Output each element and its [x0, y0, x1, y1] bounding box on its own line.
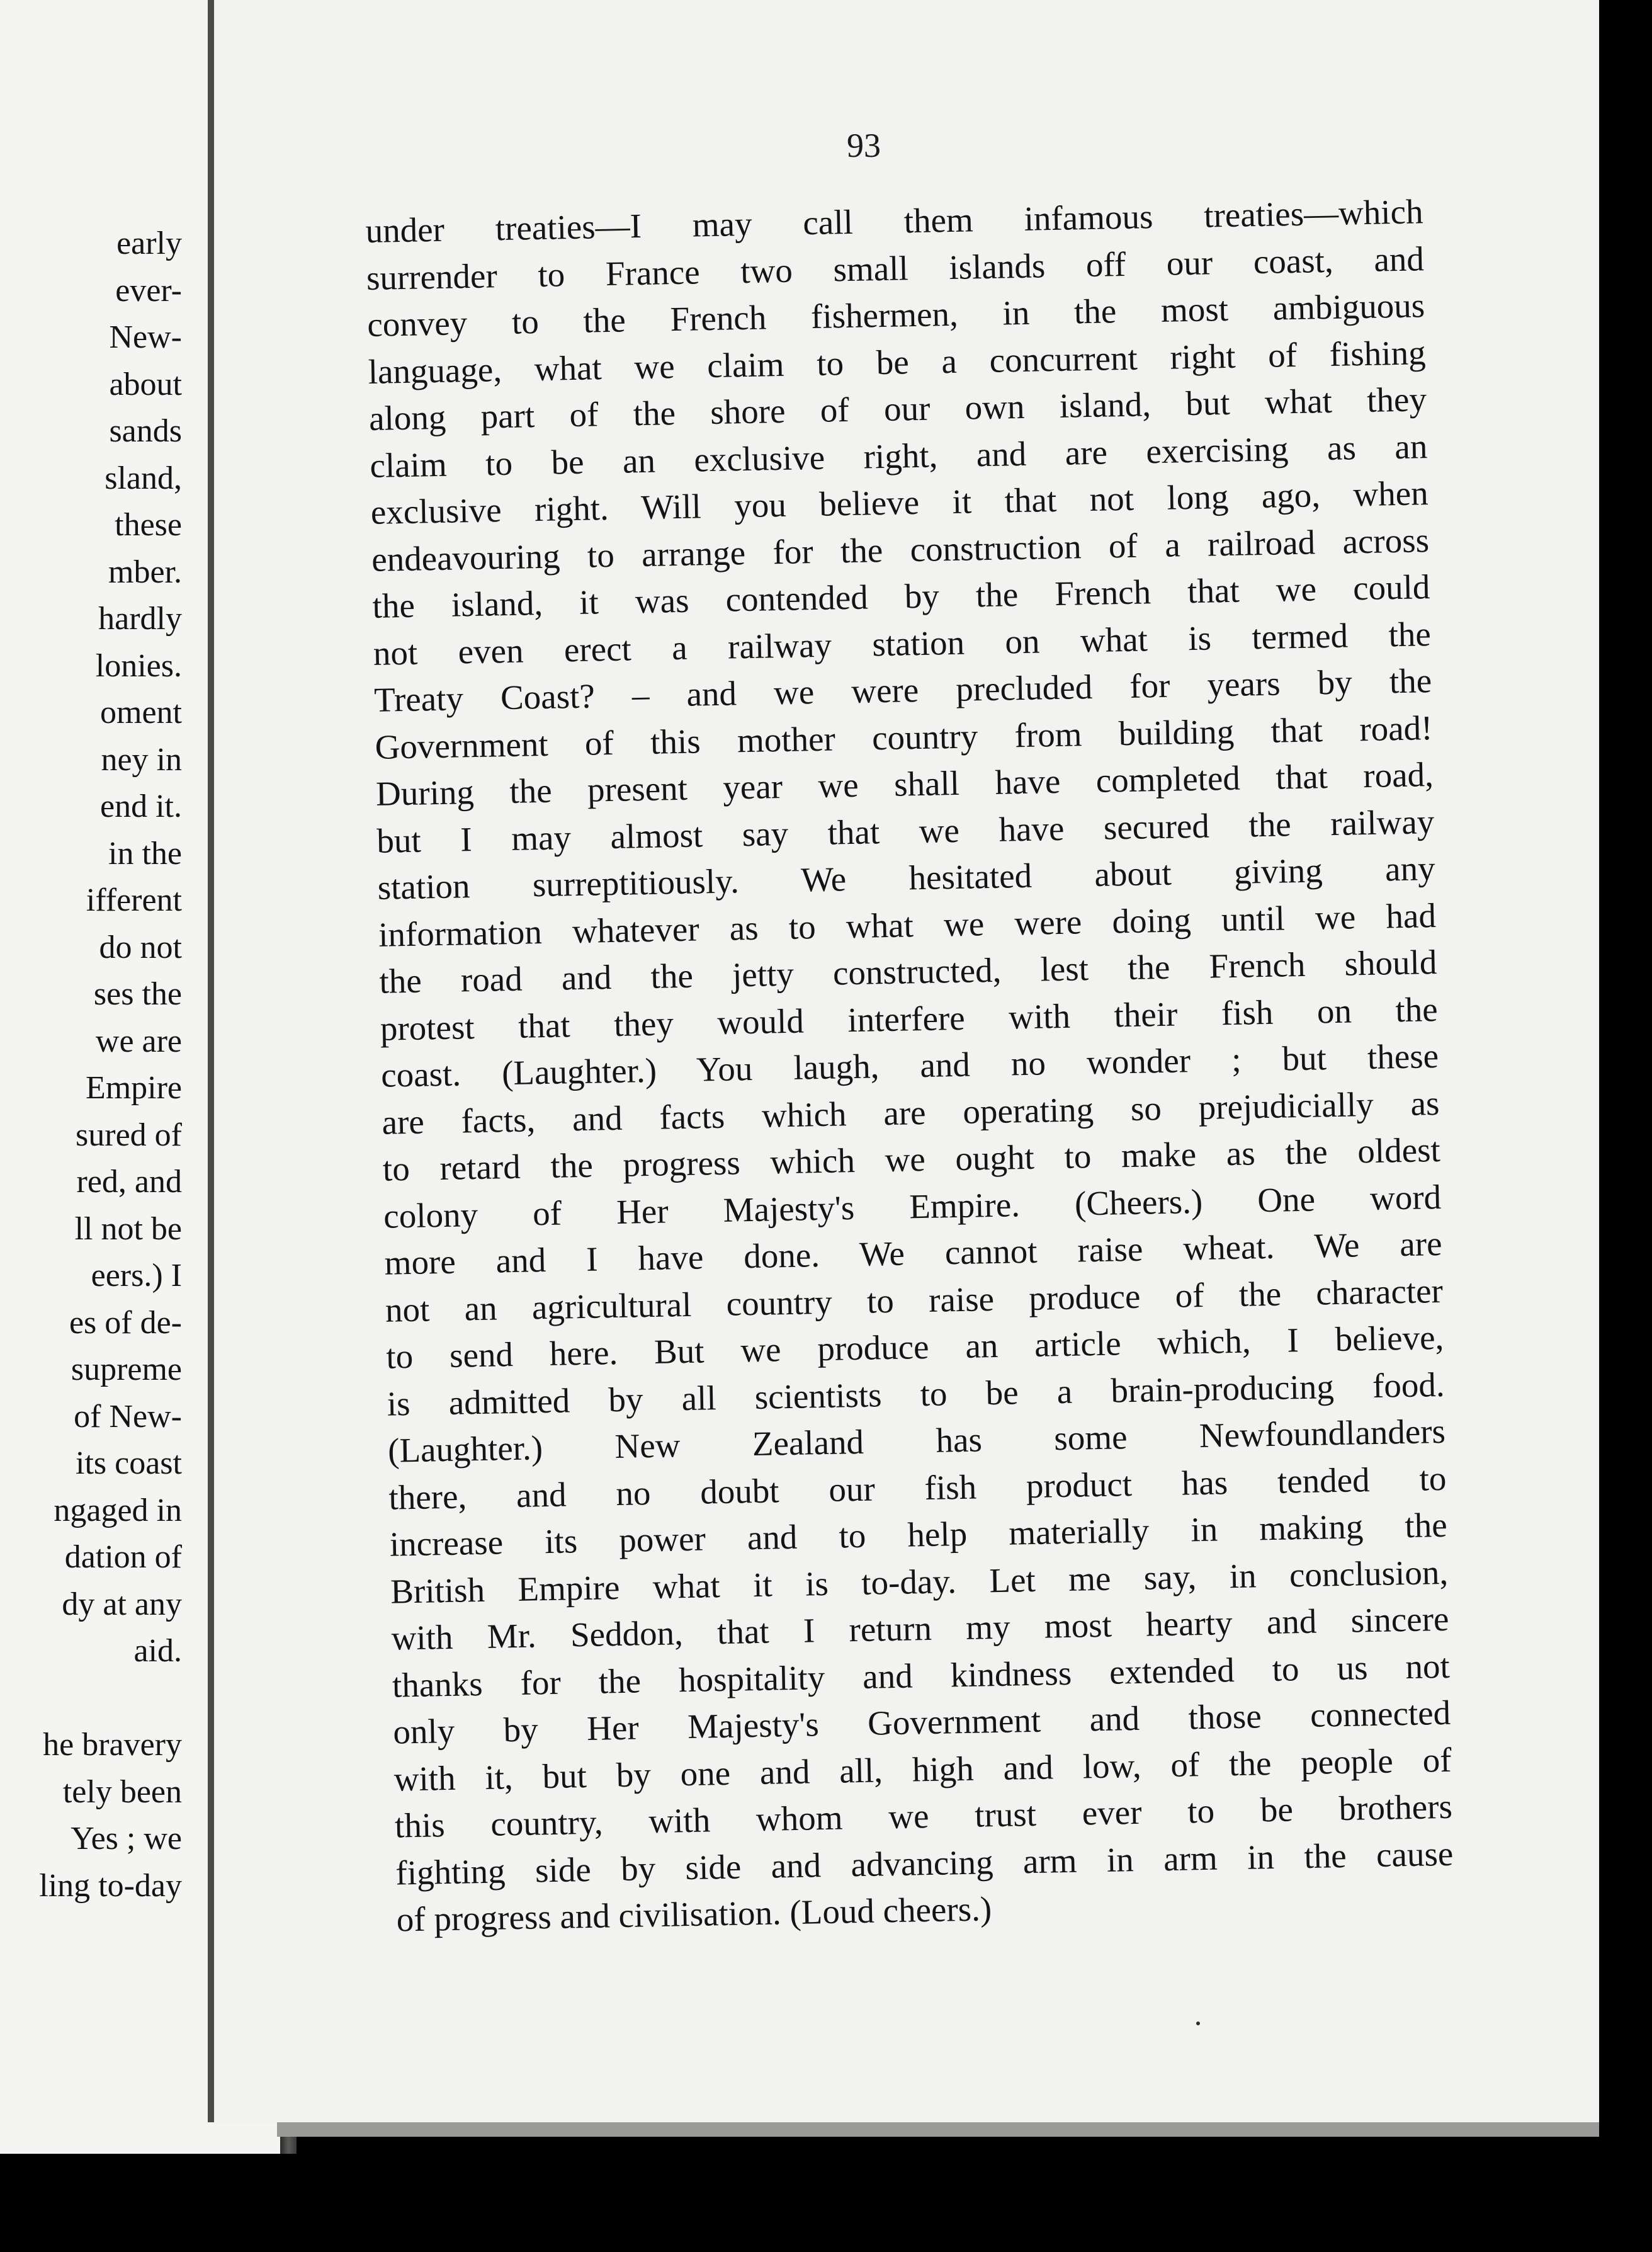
- text-line: this country, with whom we trust ever to be brothers: [394, 1787, 1453, 1845]
- left-line: ses the: [93, 976, 182, 1012]
- text-line: language, what we claim to be a concurrent right of fishing: [368, 333, 1427, 391]
- left-line: hardly: [98, 601, 182, 637]
- text-line: increase its power and to help materially in making the: [389, 1505, 1448, 1564]
- text-line: fighting side by side and advancing arm in arm in the cause: [395, 1834, 1454, 1892]
- text-line: only by Her Majesty's Government and those connected: [392, 1693, 1451, 1751]
- left-line: early: [116, 225, 182, 261]
- left-line: about: [109, 366, 182, 402]
- page-body-text: [365, 188, 1454, 1943]
- left-line: do not: [99, 929, 182, 965]
- left-line: sands: [109, 413, 182, 449]
- text-line: the road and the jetty constructed, lest the French should: [378, 943, 1437, 1001]
- text-line: colony of Her Majesty's Empire. (Cheers.) One word: [383, 1177, 1442, 1236]
- left-line: es of de-: [69, 1304, 182, 1341]
- text-line: not an agricultural country to raise produce of the character: [385, 1271, 1444, 1329]
- left-line: New-: [109, 319, 182, 355]
- left-line: oment: [100, 695, 182, 731]
- left-line: ney in: [101, 741, 182, 778]
- text-line: station surreptitiously. We hesitated about giving any: [377, 849, 1436, 907]
- left-line: end it.: [100, 788, 182, 824]
- left-line: sured of: [76, 1117, 182, 1153]
- left-line: Yes ; we: [71, 1821, 182, 1857]
- text-line: of progress and civilisation. (Loud cheers.): [396, 1889, 992, 1939]
- text-line: endeavouring to arrange for the construction of a railroad across: [371, 520, 1430, 579]
- left-line: aid.: [133, 1633, 182, 1669]
- left-line: ifferent: [86, 882, 182, 918]
- left-line: we are: [95, 1023, 182, 1059]
- left-line: tely been: [62, 1773, 182, 1810]
- text-line: British Empire what it is to-day. Let me say, in conclusion,: [390, 1552, 1449, 1611]
- text-line: are facts, and facts which are operating so prejudicially as: [382, 1083, 1440, 1142]
- text-line: with Mr. Seddon, that I return my most hearty and sincere: [391, 1599, 1449, 1658]
- text-line: Treaty Coast? – and we were precluded for years by the: [373, 661, 1432, 719]
- left-line: lonies.: [95, 647, 182, 684]
- text-line: more and I have done. We cannot raise wheat. We are: [384, 1224, 1442, 1282]
- left-line: dation of: [64, 1539, 182, 1575]
- left-line: ll not be: [74, 1210, 182, 1247]
- left-line: in the: [108, 835, 182, 872]
- left-line: red, and: [76, 1164, 182, 1200]
- left-line: he bravery: [43, 1727, 182, 1763]
- text-line: with it, but by one and all, high and low, of the people of: [393, 1740, 1452, 1799]
- text-line: to send here. But we produce an article which, I believe,: [385, 1317, 1444, 1376]
- text-line: exclusive right. Will you believe it that not long ago, when: [370, 474, 1429, 532]
- left-line: of New-: [74, 1398, 182, 1435]
- left-page-text-fragments: [39, 220, 182, 1909]
- left-line: supreme: [71, 1351, 182, 1387]
- text-line: surrender to France two small islands off our coast, and: [366, 239, 1425, 297]
- text-line: there, and no doubt our fish product has tended to: [388, 1459, 1447, 1517]
- text-line: under treaties—I may call them infamous treaties—which: [365, 192, 1423, 250]
- left-line: these: [115, 507, 182, 543]
- text-line: claim to be an exclusive right, and are exercising as an: [369, 426, 1428, 485]
- text-line: protest that they would interfere with their fish on the: [380, 989, 1439, 1048]
- text-line: During the present year we shall have completed that road,: [375, 755, 1434, 813]
- text-line: Government of this mother country from building that road!: [375, 708, 1433, 766]
- left-line: its coast: [76, 1445, 182, 1481]
- text-line: convey to the French fishermen, in the most ambiguous: [366, 286, 1425, 344]
- text-line: is admitted by all scientists to be a brain-producing food.: [387, 1365, 1445, 1423]
- right-page: [208, 0, 1599, 2122]
- left-line: ngaged in: [54, 1492, 182, 1528]
- text-line: the island, it was contended by the French that we could: [372, 567, 1430, 625]
- left-line: [39, 1675, 182, 1722]
- dust-speck: [1196, 2022, 1200, 2025]
- text-line: thanks for the hospitality and kindness extended to us not: [392, 1646, 1451, 1705]
- text-line: along part of the shore of our own island, but what they: [368, 380, 1427, 438]
- left-line: Empire: [85, 1070, 182, 1106]
- left-line: mber.: [108, 554, 182, 590]
- left-line: sland,: [105, 460, 182, 496]
- left-line: ling to-day: [39, 1867, 182, 1904]
- left-line: dy at any: [62, 1586, 182, 1622]
- text-line: not even erect a railway station on what is termed the: [373, 614, 1432, 673]
- text-line: coast. (Laughter.) You laugh, and no wonder ; but these: [380, 1036, 1439, 1095]
- text-line: to retard the progress which we ought to make as the oldest: [382, 1130, 1441, 1188]
- text-line: (Laughter.) New Zealand has some Newfoundlanders: [387, 1411, 1446, 1470]
- left-line: ever-: [115, 272, 182, 309]
- text-line: but I may almost say that we have secured the railway: [376, 802, 1435, 860]
- page-number: 93: [847, 127, 881, 164]
- left-line: eers.) I: [91, 1258, 182, 1294]
- text-line: information whatever as to what we were doing until we had: [378, 896, 1437, 954]
